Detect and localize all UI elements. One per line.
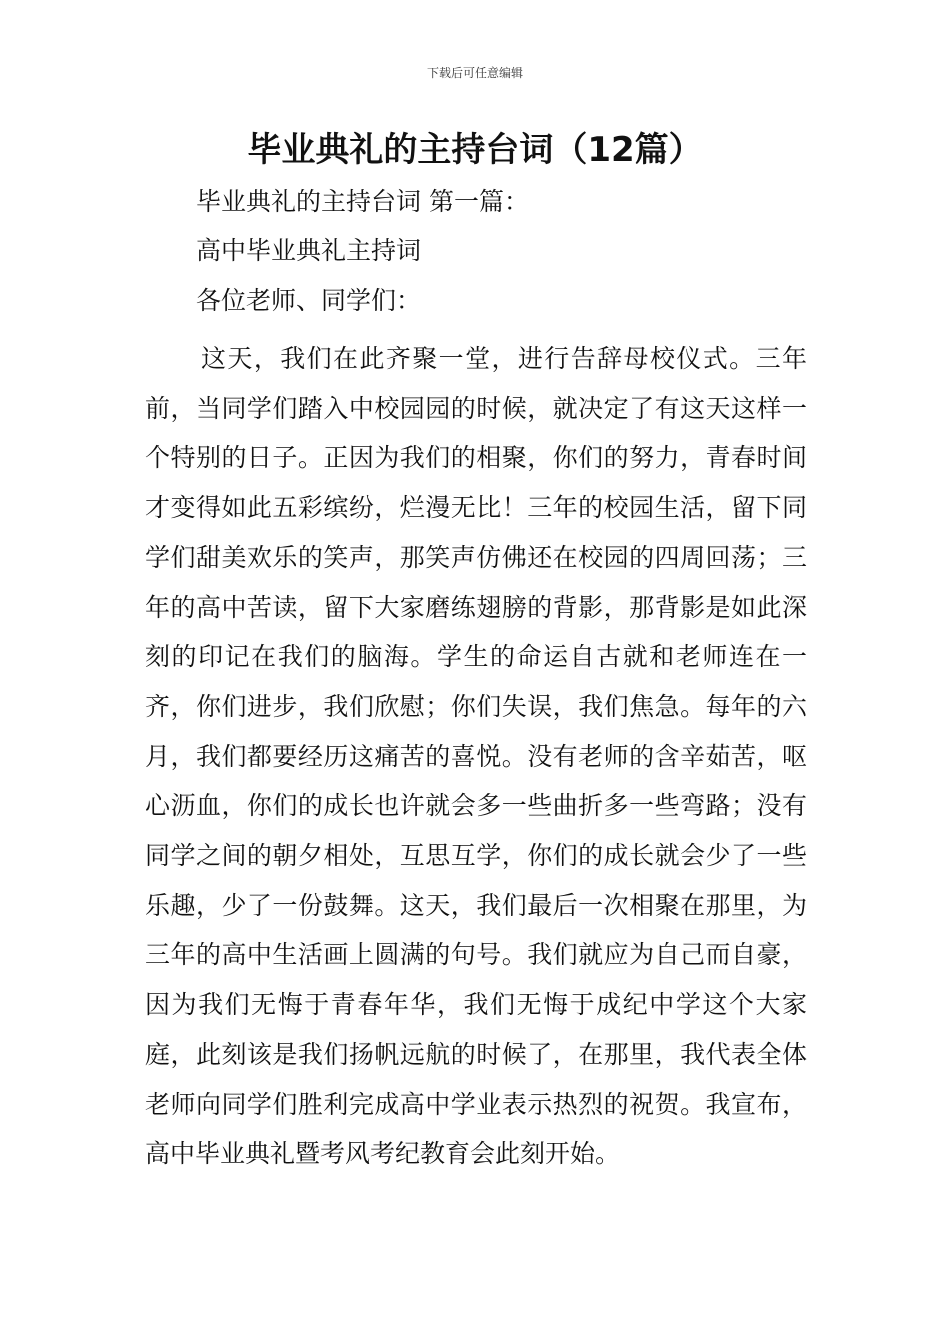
document-title: 毕业典礼的主持台词（12篇）: [247, 130, 703, 170]
section-heading: 毕业典礼的主持台词 第一篇：: [196, 187, 529, 216]
speech-title: 高中毕业典礼主持词: [196, 236, 422, 265]
speech-body-paragraph: 这天，我们在此齐聚一堂，进行告辞母校仪式。三年前，当同学们踏入中校园园的时候，就决定了有这天这样一个特别的日子。正因为我们的相聚，你们的努力，青春时间才变得如此五彩缤纷，烂漫无比！三年的校园生活，留下同学们甜美欢乐的笑声，那笑声仿佛还在校园的四周回荡；三年的高中苦读，留下大家磨练翅膀的背影，那背影是如此深刻的印记在我们的脑海。学生的命运自古就和老师连在一齐，你们进步，我们欣慰；你们失误，我们焦急。每年的六月，我们都要经历这痛苦的喜悦。没有老师的含辛茹苦，呕心沥血，你们的成长也许就会多一些曲折多一些弯路；没有同学之间的朝夕相处，互思互学，你们的成长就会少了一些乐趣，少了一份鼓舞。这天，我们最后一次相聚在那里，为三年的高中生活画上圆满的句号。我们就应为自己而自豪，因为我们无悔于青春年华，我们无悔于成纪中学这个大家庭，此刻该是我们扬帆远航的时候了，在那里，我代表全体老师向同学们胜利完成高中学业表示热烈的祝贺。我宣布，高中毕业典礼暨考风考纪教育会此刻开始。: [145, 344, 807, 1169]
salutation: 各位老师、同学们：: [196, 286, 422, 315]
header-note: 下载后可任意编辑: [426, 66, 523, 80]
